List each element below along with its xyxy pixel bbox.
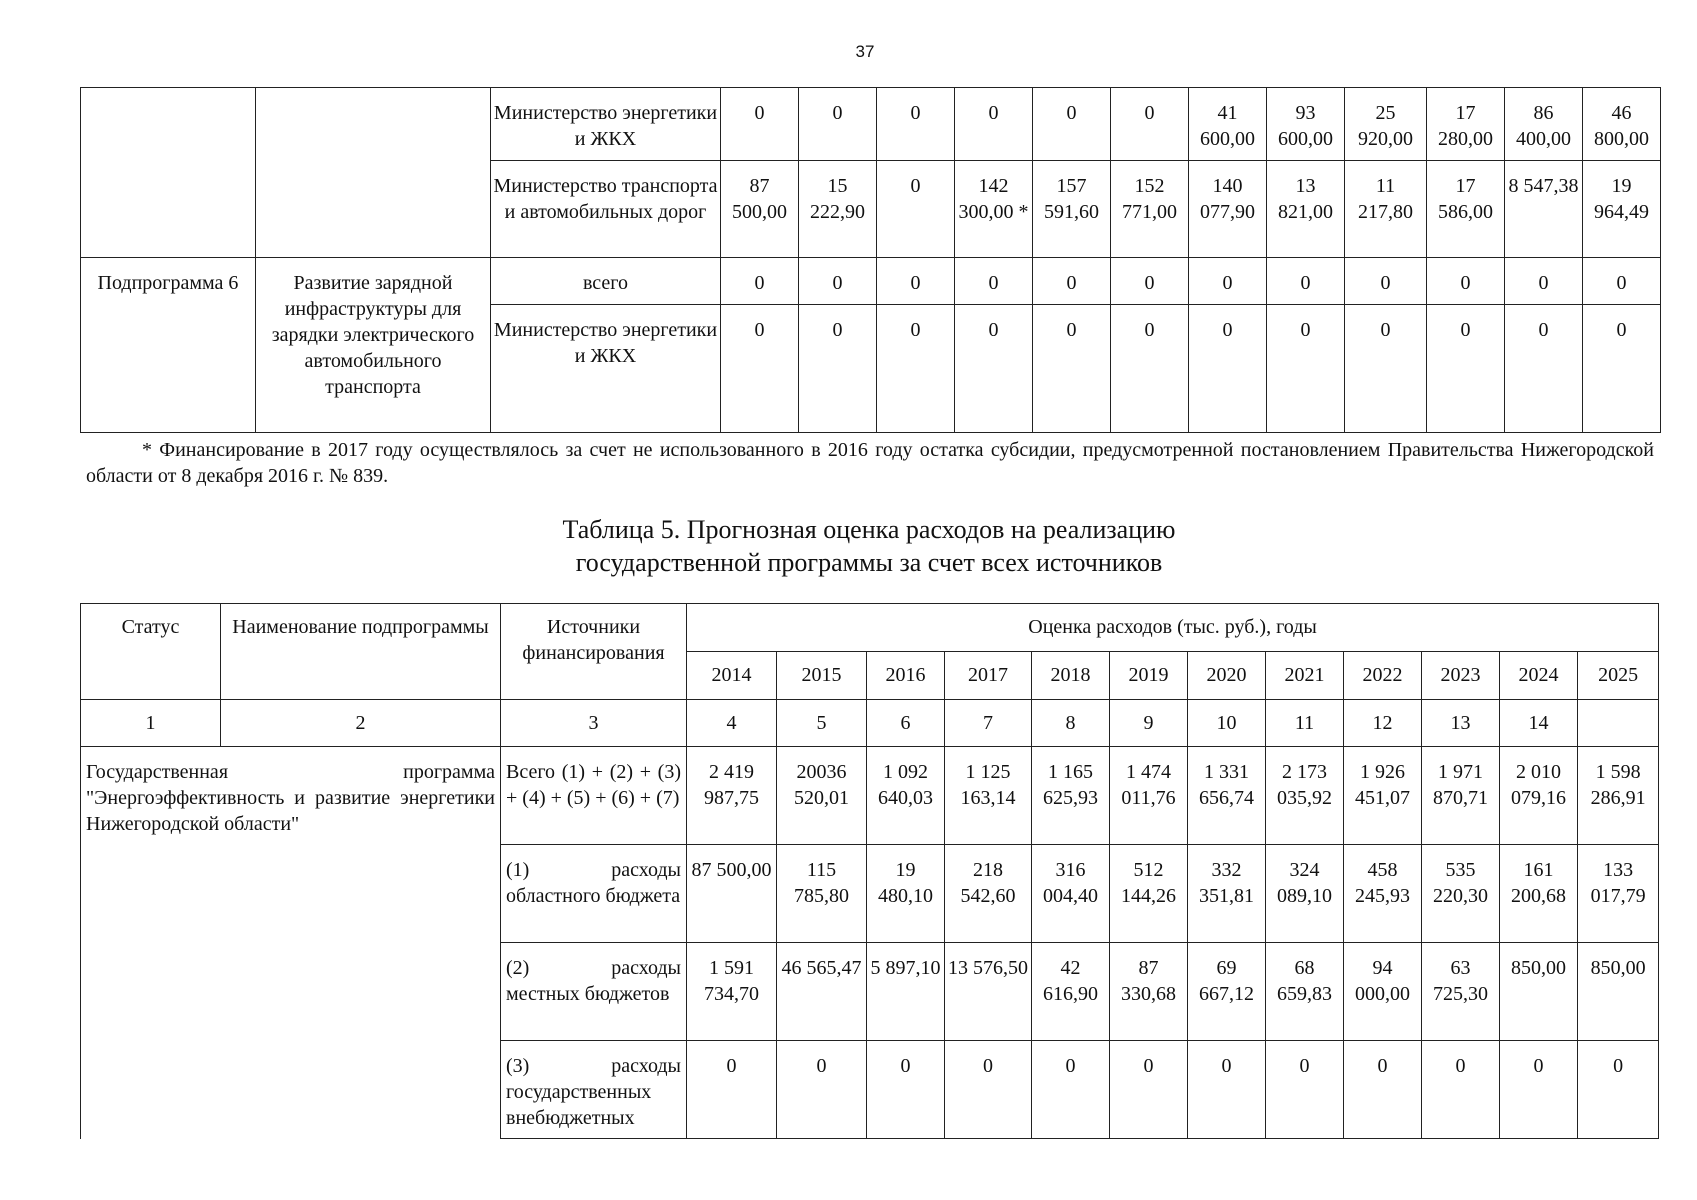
value-cell: 0 bbox=[1505, 305, 1583, 433]
value-cell: 0 bbox=[777, 1041, 867, 1139]
value-cell: 0 bbox=[877, 258, 955, 305]
value-cell: 93 600,00 bbox=[1267, 88, 1345, 161]
source-cell: Всего (1) + (2) + (3) + (4) + (5) + (6) + (7) bbox=[501, 747, 687, 845]
value-cell: 0 bbox=[1583, 305, 1661, 433]
value-cell: 0 bbox=[955, 88, 1033, 161]
value-cell: 1 598 286,91 bbox=[1578, 747, 1659, 845]
value-cell: 1 331 656,74 bbox=[1188, 747, 1266, 845]
value-cell: 1 926 451,07 bbox=[1344, 747, 1422, 845]
value-cell: 0 bbox=[721, 305, 799, 433]
table-row bbox=[81, 88, 1661, 161]
value-cell: 86 400,00 bbox=[1505, 88, 1583, 161]
column-number: 7 bbox=[945, 700, 1032, 747]
value-cell: 0 bbox=[1583, 258, 1661, 305]
value-cell: 324 089,10 bbox=[1266, 845, 1344, 943]
value-cell: 87 330,68 bbox=[1110, 943, 1188, 1041]
table-row bbox=[81, 258, 1661, 305]
value-cell: 0 bbox=[721, 258, 799, 305]
program-name-cell: Государственная программа "Энергоэффективность и развитие энергетики Нижегородской области" bbox=[81, 747, 501, 1139]
value-cell: 1 591 734,70 bbox=[687, 943, 777, 1041]
value-cell: 0 bbox=[1500, 1041, 1578, 1139]
value-cell: 0 bbox=[1267, 258, 1345, 305]
value-cell: 0 bbox=[1189, 305, 1267, 433]
table-5-expense-estimate bbox=[80, 603, 1659, 1139]
footnote: * Финансирование в 2017 году осуществлялось за счет не использованного в 2016 году остатка субсидии, предусмотренной постановлением Правительства Нижегородской области от 8 декабря 2016 г. № 839. bbox=[86, 439, 1654, 487]
value-cell: 0 bbox=[799, 305, 877, 433]
value-cell: 0 bbox=[1111, 88, 1189, 161]
value-cell: 0 bbox=[867, 1041, 945, 1139]
column-number: 8 bbox=[1032, 700, 1110, 747]
value-cell: 458 245,93 bbox=[1344, 845, 1422, 943]
subprogram-name-cell bbox=[256, 88, 491, 258]
header-year: 2021 bbox=[1266, 652, 1344, 700]
column-number-row bbox=[81, 700, 1659, 747]
value-cell: 94 000,00 bbox=[1344, 943, 1422, 1041]
column-number: 6 bbox=[867, 700, 945, 747]
value-cell: 25 920,00 bbox=[1345, 88, 1427, 161]
header-year: 2015 bbox=[777, 652, 867, 700]
value-cell: 19 480,10 bbox=[867, 845, 945, 943]
column-number: 4 bbox=[687, 700, 777, 747]
source-cell: (1) расходы областного бюджета bbox=[501, 845, 687, 943]
header-year: 2019 bbox=[1110, 652, 1188, 700]
value-cell: 5 897,10 bbox=[867, 943, 945, 1041]
header-status: Статус bbox=[81, 604, 221, 700]
value-cell: 1 474 011,76 bbox=[1110, 747, 1188, 845]
funding-table-continuation bbox=[80, 87, 1661, 433]
value-cell: 0 bbox=[1505, 258, 1583, 305]
value-cell: 0 bbox=[1266, 1041, 1344, 1139]
value-cell: 2 419 987,75 bbox=[687, 747, 777, 845]
value-cell: 8 547,38 bbox=[1505, 161, 1583, 258]
source-cell: Министерство энергетики и ЖКХ bbox=[491, 88, 721, 161]
value-cell: 0 bbox=[877, 88, 955, 161]
value-cell: 0 bbox=[1344, 1041, 1422, 1139]
value-cell: 0 bbox=[1345, 258, 1427, 305]
value-cell: 0 bbox=[1033, 258, 1111, 305]
source-cell: Министерство транспорта и автомобильных дорог bbox=[491, 161, 721, 258]
value-cell: 13 576,50 bbox=[945, 943, 1032, 1041]
value-cell: 63 725,30 bbox=[1422, 943, 1500, 1041]
value-cell: 850,00 bbox=[1500, 943, 1578, 1041]
value-cell: 142 300,00 * bbox=[955, 161, 1033, 258]
value-cell: 0 bbox=[1427, 258, 1505, 305]
value-cell: 13 821,00 bbox=[1267, 161, 1345, 258]
value-cell: 0 bbox=[945, 1041, 1032, 1139]
value-cell: 0 bbox=[955, 258, 1033, 305]
column-number: 3 bbox=[501, 700, 687, 747]
value-cell: 0 bbox=[1033, 88, 1111, 161]
value-cell: 157 591,60 bbox=[1033, 161, 1111, 258]
header-year: 2025 bbox=[1578, 652, 1659, 700]
value-cell: 0 bbox=[955, 305, 1033, 433]
value-cell: 0 bbox=[1032, 1041, 1110, 1139]
column-number: 2 bbox=[221, 700, 501, 747]
value-cell: 1 971 870,71 bbox=[1422, 747, 1500, 845]
value-cell: 0 bbox=[1189, 258, 1267, 305]
header-year: 2017 bbox=[945, 652, 1032, 700]
value-cell: 152 771,00 bbox=[1111, 161, 1189, 258]
value-cell: 0 bbox=[721, 88, 799, 161]
value-cell: 0 bbox=[1111, 258, 1189, 305]
value-cell: 161 200,68 bbox=[1500, 845, 1578, 943]
value-cell: 11 217,80 bbox=[1345, 161, 1427, 258]
value-cell: 87 500,00 bbox=[687, 845, 777, 943]
table-title-line-2: государственной программы за счет всех источников bbox=[575, 548, 1163, 577]
value-cell: 115 785,80 bbox=[777, 845, 867, 943]
column-number: 5 bbox=[777, 700, 867, 747]
value-cell: 0 bbox=[799, 88, 877, 161]
value-cell: 15 222,90 bbox=[799, 161, 877, 258]
value-cell: 17 280,00 bbox=[1427, 88, 1505, 161]
value-cell: 2 010 079,16 bbox=[1500, 747, 1578, 845]
value-cell: 0 bbox=[877, 305, 955, 433]
column-number bbox=[1578, 700, 1659, 747]
value-cell: 140 077,90 bbox=[1189, 161, 1267, 258]
value-cell: 46 565,47 bbox=[777, 943, 867, 1041]
value-cell: 316 004,40 bbox=[1032, 845, 1110, 943]
header-expense-estimate: Оценка расходов (тыс. руб.), годы bbox=[687, 604, 1659, 652]
value-cell: 1 125 163,14 bbox=[945, 747, 1032, 845]
header-year: 2018 bbox=[1032, 652, 1110, 700]
header-year: 2022 bbox=[1344, 652, 1422, 700]
value-cell: 41 600,00 bbox=[1189, 88, 1267, 161]
column-number: 13 bbox=[1422, 700, 1500, 747]
value-cell: 332 351,81 bbox=[1188, 845, 1266, 943]
value-cell: 87 500,00 bbox=[721, 161, 799, 258]
value-cell: 0 bbox=[1422, 1041, 1500, 1139]
value-cell: 0 bbox=[687, 1041, 777, 1139]
header-year: 2020 bbox=[1188, 652, 1266, 700]
value-cell: 20036 520,01 bbox=[777, 747, 867, 845]
value-cell: 850,00 bbox=[1578, 943, 1659, 1041]
status-cell: Подпрограмма 6 bbox=[81, 258, 256, 433]
header-year: 2024 bbox=[1500, 652, 1578, 700]
column-number: 1 bbox=[81, 700, 221, 747]
value-cell: 46 800,00 bbox=[1583, 88, 1661, 161]
value-cell: 535 220,30 bbox=[1422, 845, 1500, 943]
value-cell: 0 bbox=[1111, 305, 1189, 433]
column-number: 9 bbox=[1110, 700, 1188, 747]
value-cell: 0 bbox=[1033, 305, 1111, 433]
source-cell: (3) расходы государственных внебюджетных bbox=[501, 1041, 687, 1139]
header-year: 2016 bbox=[867, 652, 945, 700]
table-row bbox=[81, 747, 1659, 845]
page-number: 37 bbox=[855, 42, 875, 61]
value-cell: 42 616,90 bbox=[1032, 943, 1110, 1041]
value-cell: 133 017,79 bbox=[1578, 845, 1659, 943]
column-number: 12 bbox=[1344, 700, 1422, 747]
header-year: 2023 bbox=[1422, 652, 1500, 700]
column-number: 11 bbox=[1266, 700, 1344, 747]
header-year: 2014 bbox=[687, 652, 777, 700]
value-cell: 1 165 625,93 bbox=[1032, 747, 1110, 845]
subprogram-name-cell: Развитие зарядной инфраструктуры для зарядки электрического автомобильного транспорта bbox=[256, 258, 491, 433]
value-cell: 0 bbox=[1267, 305, 1345, 433]
value-cell: 512 144,26 bbox=[1110, 845, 1188, 943]
value-cell: 0 bbox=[1427, 305, 1505, 433]
value-cell: 0 bbox=[799, 258, 877, 305]
column-number: 14 bbox=[1500, 700, 1578, 747]
header-subprogram-name: Наименование подпрограммы bbox=[221, 604, 501, 700]
status-cell bbox=[81, 88, 256, 258]
value-cell: 17 586,00 bbox=[1427, 161, 1505, 258]
header-row bbox=[81, 604, 1659, 652]
value-cell: 68 659,83 bbox=[1266, 943, 1344, 1041]
value-cell: 0 bbox=[877, 161, 955, 258]
source-cell: Министерство энергетики и ЖКХ bbox=[491, 305, 721, 433]
value-cell: 0 bbox=[1345, 305, 1427, 433]
table-title bbox=[80, 513, 1658, 579]
source-cell: всего bbox=[491, 258, 721, 305]
source-cell: (2) расходы местных бюджетов bbox=[501, 943, 687, 1041]
value-cell: 19 964,49 bbox=[1583, 161, 1661, 258]
value-cell: 1 092 640,03 bbox=[867, 747, 945, 845]
value-cell: 218 542,60 bbox=[945, 845, 1032, 943]
header-funding-sources: Источники финансирования bbox=[501, 604, 687, 700]
value-cell: 0 bbox=[1578, 1041, 1659, 1139]
value-cell: 0 bbox=[1110, 1041, 1188, 1139]
value-cell: 69 667,12 bbox=[1188, 943, 1266, 1041]
value-cell: 2 173 035,92 bbox=[1266, 747, 1344, 845]
column-number: 10 bbox=[1188, 700, 1266, 747]
value-cell: 0 bbox=[1188, 1041, 1266, 1139]
table-title-line-1: Таблица 5. Прогнозная оценка расходов на реализацию bbox=[562, 515, 1176, 544]
